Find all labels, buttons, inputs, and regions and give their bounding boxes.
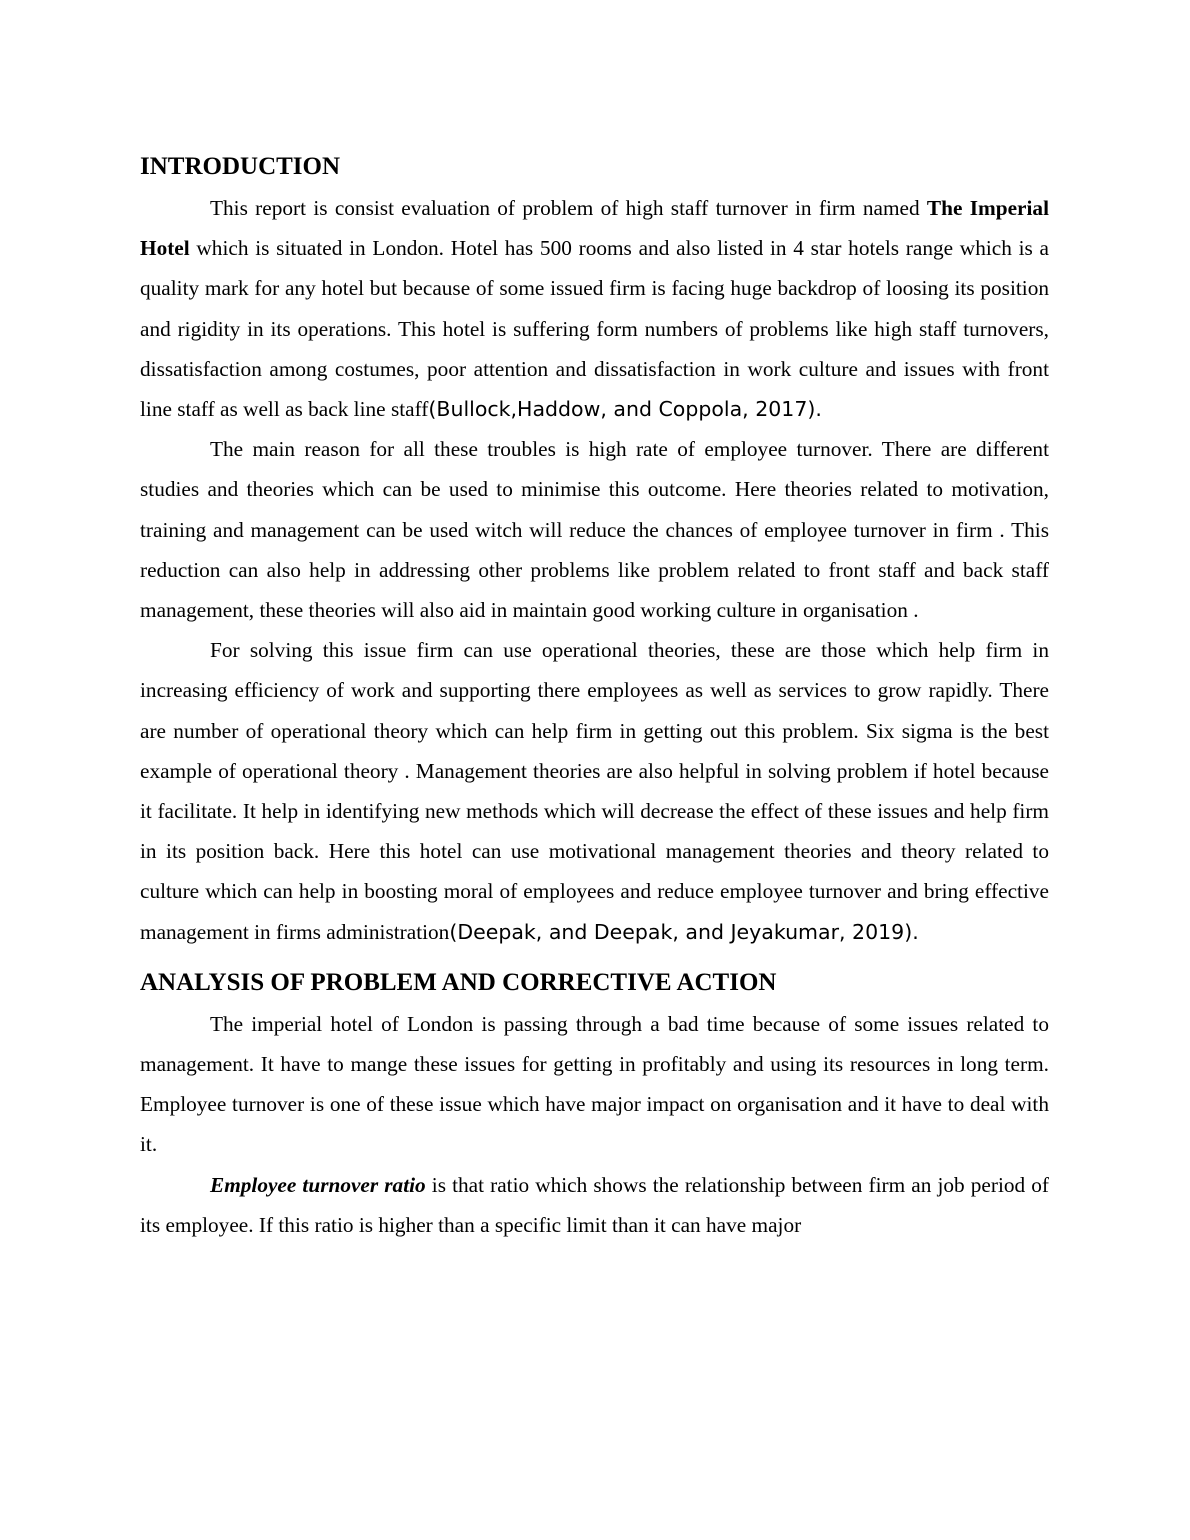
- intro-p1-text-end: which is situated in London. Hotel has 500 rooms and also listed in 4 star hotels range which is a quality mark for any hotel but because of some issued firm is facing huge backdrop of loosing its position and rigidity in its operations. This hotel is suffering form numbers of problems like high staff turnovers, dissatisfaction among costumes, poor attention and dissatisfaction in work culture and issues with front line staff as well as back line staff: [140, 236, 1049, 422]
- document-page: [140, 150, 1049, 1245]
- term-employee-turnover-ratio: Employee turnover ratio: [210, 1172, 426, 1197]
- intro-paragraph-3: [140, 630, 1049, 952]
- analysis-paragraph-1: The imperial hotel of London is passing through a bad time because of some issues related to management. It have to mange these issues for getting in profitably and using its resources in long term. Employee turnover is one of these issue which have major impact on organisation and it have to deal with it.: [140, 1011, 1049, 1157]
- intro-paragraph-1: [140, 188, 1049, 429]
- intro-paragraph-2: The main reason for all these troubles is high rate of employee turnover. There are different studies and theories which can be used to minimise this outcome. Here theories related to motivation, training and management can be used witch will reduce the chances of employee turnover in firm . This reduction can also help in addressing other problems like problem related to front staff and back staff management, these theories will also aid in maintain good working culture in organisation .: [140, 437, 1049, 623]
- intro-p3-text: For solving this issue firm can use operational theories, these are those which help firm in increasing efficiency of work and supporting there employees as well as services to grow rapidly. There are number of operational theory which can help firm in getting out this problem. Six sigma is the best example of operational theory . Management theories are also helpful in solving problem if hotel because it facilitate. It help in identifying new methods which will decrease the effect of these issues and help firm in its position back. Here this hotel can use motivational management theories and theory related to culture which can help in boosting moral of employees and reduce employee turnover and bring effective management in firms administration: [140, 638, 1049, 944]
- citation-deepak: (Deepak, and Deepak, and Jeyakumar, 2019).: [449, 919, 919, 944]
- analysis-p2-text: is that ratio which shows the relationship between firm an job period of its employee. If this ratio is higher than a specific limit than it can have major: [140, 1172, 1049, 1237]
- hotel-name: The Imperial Hotel: [140, 196, 1049, 261]
- intro-heading: INTRODUCTION: [140, 153, 341, 180]
- citation-bullock: (Bullock,Haddow, and Coppola, 2017).: [428, 397, 822, 422]
- analysis-paragraph-2: [140, 1165, 1049, 1245]
- analysis-heading: ANALYSIS OF PROBLEM AND CORRECTIVE ACTION: [140, 968, 777, 996]
- intro-p1-text-start: This report is consist evaluation of problem of high staff turnover in firm named: [210, 196, 927, 220]
